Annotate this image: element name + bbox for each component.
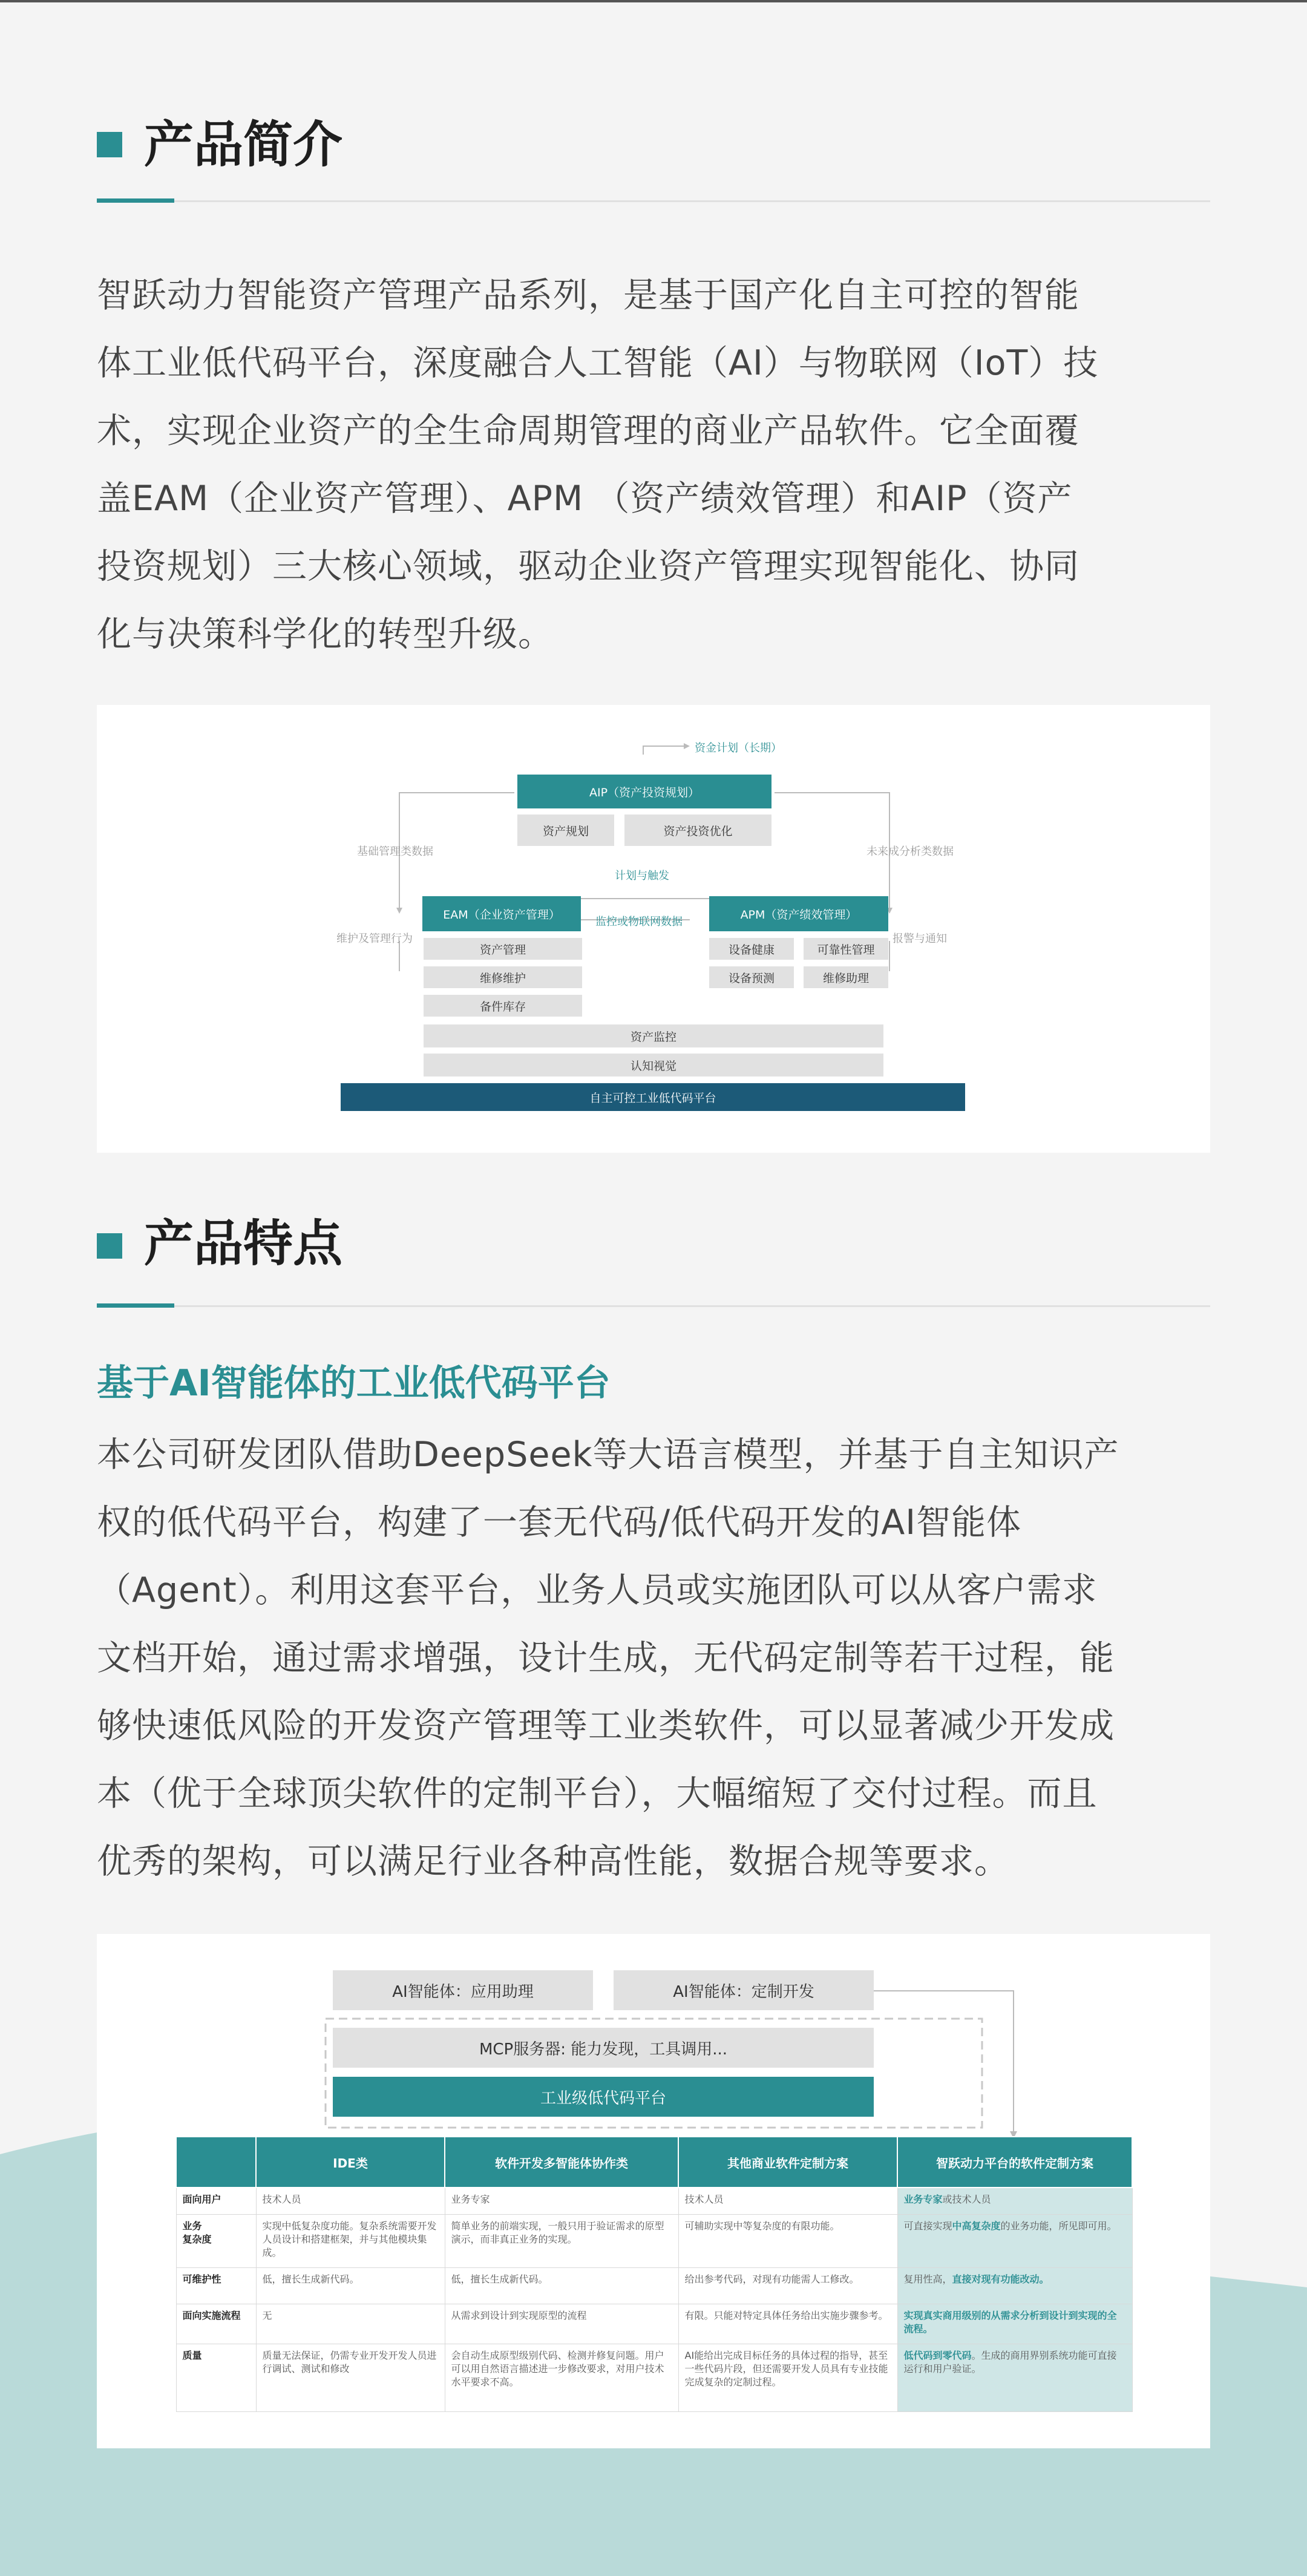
platform-bar: 自主可控工业低代码平台: [341, 1083, 965, 1111]
row-label: 可维护性: [176, 2267, 256, 2304]
section-title: 产品简介: [144, 116, 343, 174]
plan-trigger-label: 计划与触发: [615, 870, 669, 882]
left-bottom-label: 维护及管理行为: [336, 932, 413, 945]
row-label: 质量: [176, 2344, 256, 2411]
table-header: [176, 2137, 256, 2188]
apm-item: 设备预测: [709, 966, 794, 988]
intro-line: 智跃动力智能资产管理产品系列，是基于国产化自主可控的智能: [97, 275, 1079, 315]
highlight-cell: 复用性高，直接对现有功能改动。: [897, 2267, 1132, 2304]
table-row: [176, 2188, 1132, 2214]
feature-subtitle: 基于AI智能体的工业低代码平台: [97, 1362, 611, 1404]
left-top-label: 基础管理类数据: [357, 845, 433, 858]
table-cell: 从需求到设计到实现原型的流程: [445, 2304, 678, 2344]
features-line: 权的低代码平台，构建了一套无代码/低代码开发的AI智能体: [97, 1503, 1022, 1542]
right-bottom-label: 报警与通知: [893, 932, 947, 945]
custom-dev-agent: AI智能体：定制开发: [614, 1970, 874, 2010]
table-cell: 无: [256, 2304, 445, 2344]
table-cell: 实现中低复杂度功能。复杂系统需要开发人员设计和搭建框架，并与其他模块集成。: [256, 2214, 445, 2267]
highlight-cell: 低代码到零代码。生成的商用界别系统功能可直接运行和用户验证。: [897, 2344, 1132, 2411]
table-cell: 有限。只能对特定具体任务给出实施步骤参考。: [678, 2304, 897, 2344]
eam-item: 资产管理: [424, 938, 582, 960]
section-header-intro: [97, 115, 1210, 202]
table-cell: 可辅助实现中等复杂度的有限功能。: [678, 2214, 897, 2267]
fund-plan-label: 资金计划（长期）: [695, 742, 782, 755]
highlight-cell: 可直接实现中高复杂度的业务功能，所见即可用。: [897, 2214, 1132, 2267]
features-line: 本公司研发团队借助DeepSeek等大语言模型，并基于自主知识产: [97, 1435, 1119, 1475]
features-line: 文档开始，通过需求增强，设计生成，无代码定制等若干过程，能: [97, 1638, 1115, 1678]
table-row: [176, 2214, 1132, 2267]
apm-box: APM（资产绩效管理）: [709, 896, 888, 931]
table-row: [176, 2267, 1132, 2304]
table-header: IDE类: [256, 2137, 445, 2188]
mcp-server-bar: MCP服务器: 能力发现，工具调用...: [333, 2028, 874, 2068]
apm-item: 设备健康: [709, 938, 794, 960]
section-marker-icon: [97, 132, 122, 157]
row-label: 面向用户: [176, 2188, 256, 2214]
comparison-table: [175, 2136, 1133, 2412]
asset-monitor-bar: 资产监控: [424, 1024, 883, 1047]
table-header: 其他商业软件定制方案: [678, 2137, 897, 2188]
table-cell: 质量无法保证，仍需专业开发开发人员进行调试、测试和修改: [256, 2344, 445, 2411]
intro-line: 投资规划）三大核心领域，驱动企业资产管理实现智能化、协同: [97, 546, 1079, 586]
table-cell: 会自动生成原型级别代码、检测并修复问题。用户可以用自然语言描述进一步修改要求，对用户技术水平要求不高。: [445, 2344, 678, 2411]
apm-item: 可靠性管理: [804, 938, 888, 960]
intro-line: 盖EAM（企业资产管理）、APM （资产绩效管理）和AIP（资产: [97, 479, 1073, 519]
features-line: 够快速低风险的开发资产管理等工业类软件，可以显著减少开发成: [97, 1706, 1115, 1746]
table-cell: 技术人员: [256, 2188, 445, 2214]
features-paragraph: [97, 1421, 1222, 1895]
features-line: （Agent）。利用这套平台，业务人员或实施团队可以从客户需求: [97, 1570, 1098, 1610]
table-cell: 给出参考代码，对现有功能需人工修改。: [678, 2267, 897, 2304]
lowcode-platform-bar: 工业级低代码平台: [333, 2077, 874, 2117]
section-marker-icon: [97, 1233, 122, 1259]
app-assistant-agent: AI智能体：应用助理: [333, 1970, 593, 2010]
row-label: 面向实施流程: [176, 2304, 256, 2344]
table-cell: 低，擅长生成新代码。: [445, 2267, 678, 2304]
aip-item: 资产投资优化: [624, 814, 771, 846]
table-cell: 业务专家: [445, 2188, 678, 2214]
table-row: [176, 2304, 1132, 2344]
intro-paragraph: [97, 261, 1222, 668]
section-header-features: [97, 1214, 1210, 1307]
intro-line: 化与决策科学化的转型升级。: [97, 614, 553, 654]
cognitive-vision-bar: 认知视觉: [424, 1054, 883, 1077]
right-top-label: 未来成分析类数据: [866, 845, 954, 858]
table-header: 智跃动力平台的软件定制方案: [897, 2137, 1132, 2188]
eam-item: 备件库存: [424, 995, 582, 1017]
aip-item: 资产规划: [517, 814, 614, 846]
table-row: [176, 2344, 1132, 2411]
agent-comparison-panel: [97, 1934, 1210, 2448]
aip-box: AIP（资产投资规划）: [517, 775, 771, 808]
monitor-iot-label: 监控或物联网数据: [595, 916, 683, 928]
table-cell: 低，擅长生成新代码。: [256, 2267, 445, 2304]
table-cell: AI能给出完成目标任务的具体过程的指导，甚至一些代码片段，但还需要开发人员具有专业技能完成复杂的定制过程。: [678, 2344, 897, 2411]
intro-line: 术，实现企业资产的全生命周期管理的商业产品软件。它全面覆: [97, 411, 1079, 451]
row-label: 业务 复杂度: [176, 2214, 256, 2267]
features-line: 优秀的架构，可以满足行业各种高性能，数据合规等要求。: [97, 1841, 1009, 1881]
architecture-diagram: [97, 705, 1210, 1153]
eam-box: EAM（企业资产管理）: [422, 896, 581, 931]
table-header-row: [176, 2137, 1132, 2188]
top-border: [0, 0, 1307, 2]
table-cell: 简单业务的前端实现，一般只用于验证需求的原型演示，而非真正业务的实现。: [445, 2214, 678, 2267]
features-line: 本（优于全球顶尖软件的定制平台），大幅缩短了交付过程。而且: [97, 1774, 1098, 1814]
section-underline: [97, 1303, 174, 1308]
highlight-cell: 实现真实商用级别的从需求分析到设计到实现的全流程。: [897, 2304, 1132, 2344]
intro-line: 体工业低代码平台，深度融合人工智能（AI）与物联网（IoT）技: [97, 343, 1099, 383]
highlight-cell: 业务专家或技术人员: [897, 2188, 1132, 2214]
section-underline: [97, 198, 174, 203]
section-title: 产品特点: [144, 1215, 343, 1273]
apm-item: 维修助理: [804, 966, 888, 988]
eam-item: 维修维护: [424, 966, 582, 988]
table-cell: 技术人员: [678, 2188, 897, 2214]
table-header: 软件开发多智能体协作类: [445, 2137, 678, 2188]
